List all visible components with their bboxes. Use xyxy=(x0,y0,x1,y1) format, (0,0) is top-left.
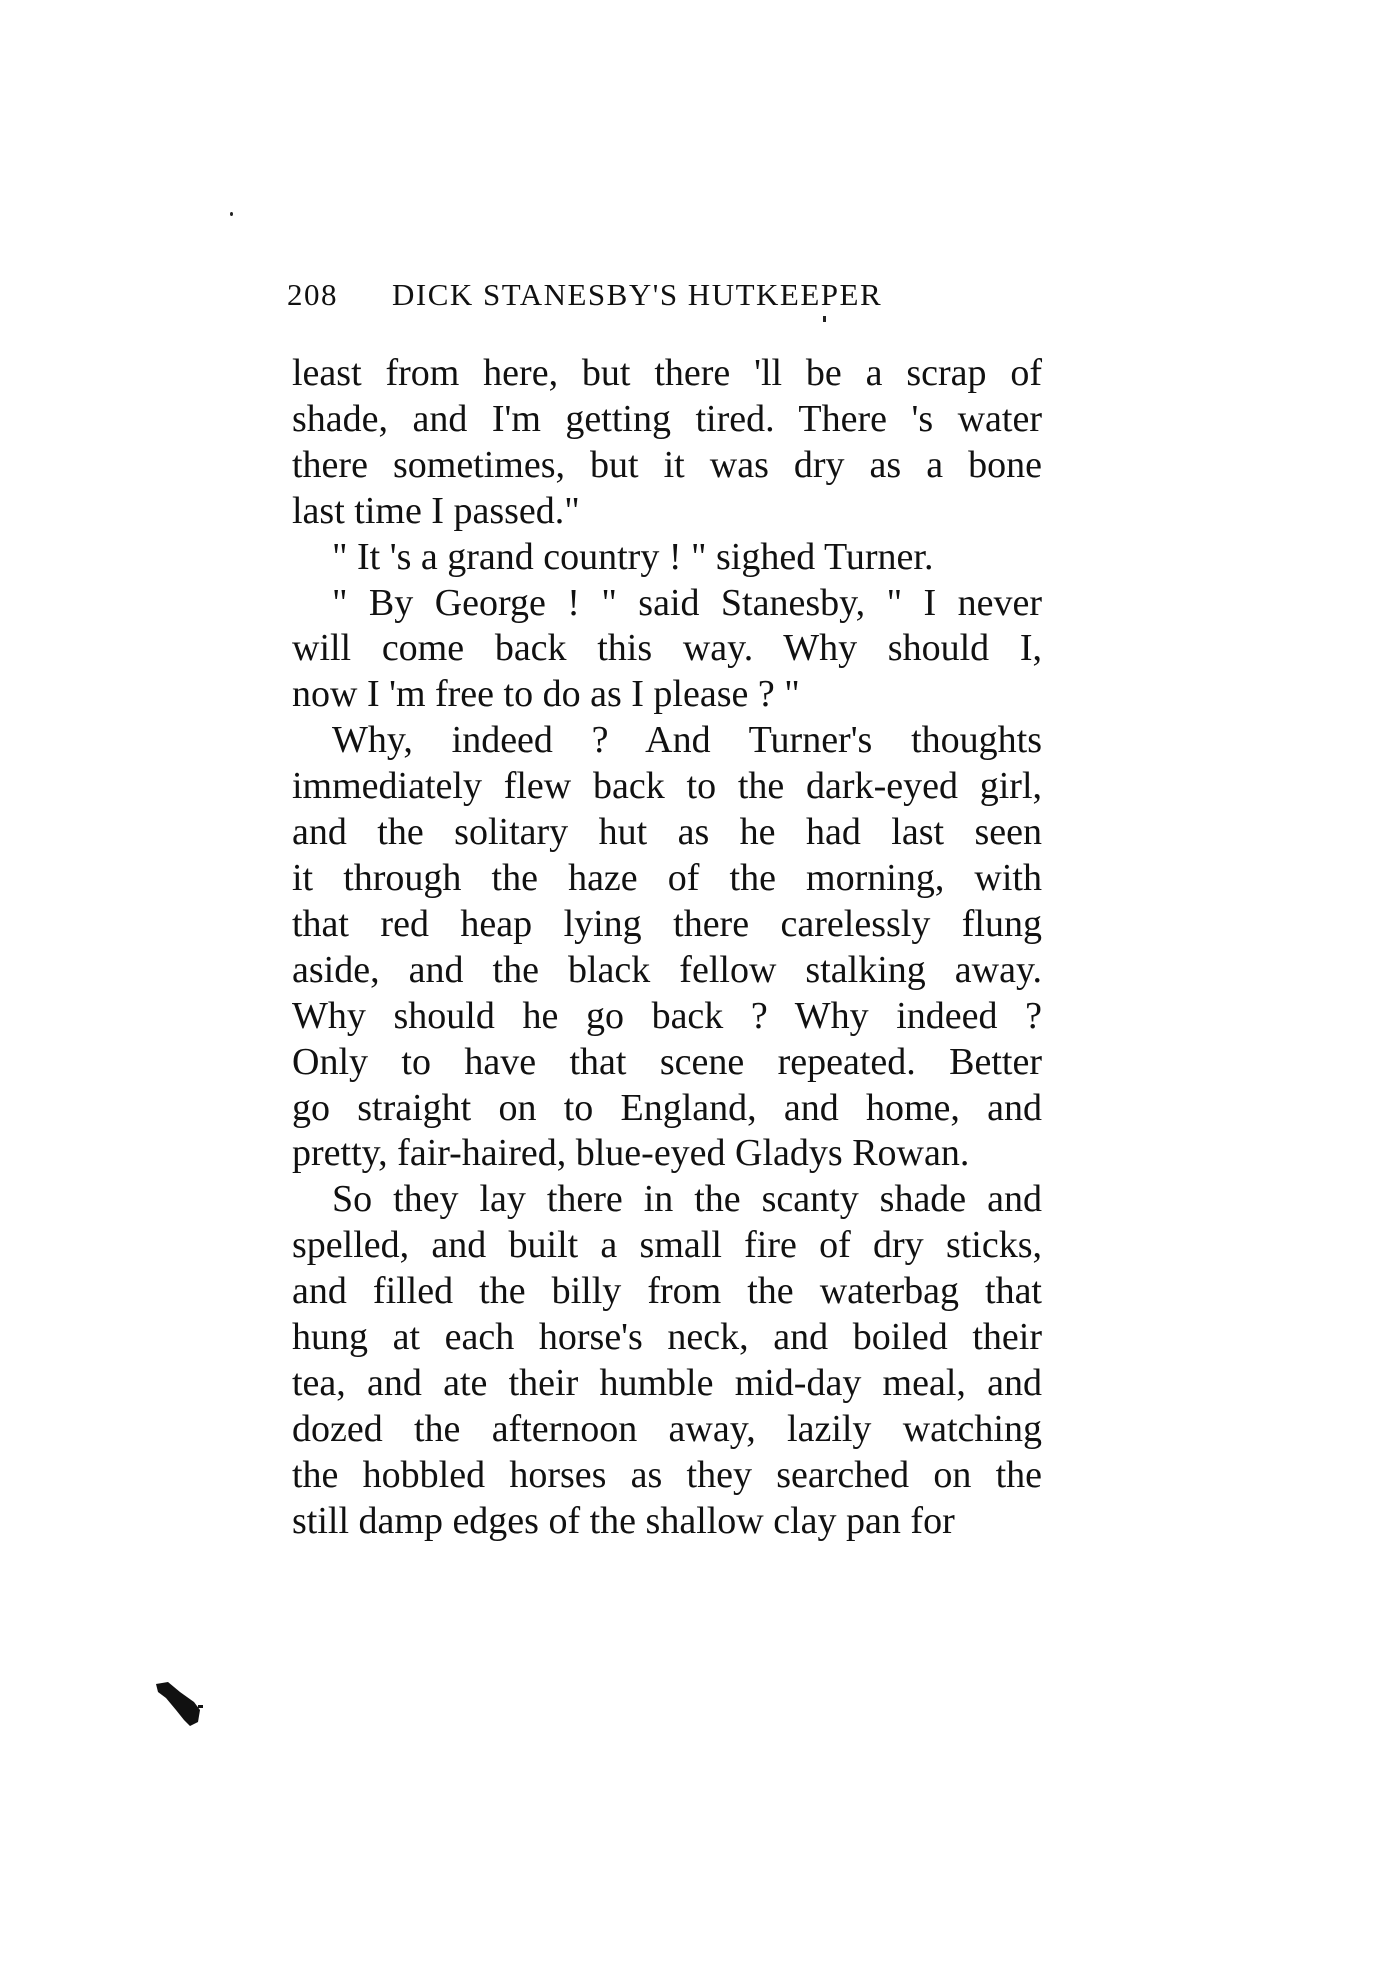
ink-speck xyxy=(230,212,233,216)
text-line: it through the haze of the morning, with xyxy=(292,856,1042,899)
page-header xyxy=(287,277,1037,317)
ink-speck xyxy=(823,316,826,322)
text-line: Only to have that scene repeated. Better xyxy=(292,1040,1042,1083)
paragraph xyxy=(292,351,1042,535)
text-line: aside, and the black fellow stalking away. xyxy=(292,948,1042,991)
paragraph xyxy=(292,581,1042,719)
text-line: still damp edges of the shallow clay pan for xyxy=(292,1499,955,1542)
text-line: least from here, but there 'll be a scrap of xyxy=(292,352,1042,394)
text-line: spelled, and built a small fire of dry sticks, xyxy=(292,1224,1042,1267)
text-line: pretty, fair-haired, blue-eyed Gladys Rowan. xyxy=(292,1132,970,1175)
text-line: the hobbled horses as they searched on the xyxy=(292,1453,1042,1496)
text-line: that red heap lying there carelessly flung xyxy=(292,902,1042,945)
paragraph xyxy=(292,718,1042,1177)
page-number: 208 xyxy=(287,277,338,312)
corner-ink-mark xyxy=(154,1680,204,1730)
text-line: So they lay there in the scanty shade and xyxy=(332,1178,1042,1221)
text-line: now I 'm free to do as I please ? " xyxy=(292,673,800,716)
text-line: " It 's a grand country ! " sighed Turner. xyxy=(332,535,934,578)
text-line: dozed the afternoon away, lazily watching xyxy=(292,1407,1042,1450)
text-line: hung at each horse's neck, and boiled their xyxy=(292,1316,1042,1359)
text-line: shade, and I'm getting tired. There 's water xyxy=(292,397,1042,440)
text-line: tea, and ate their humble mid-day meal, and xyxy=(292,1361,1042,1404)
text-line: Why should he go back ? Why indeed ? xyxy=(292,994,1042,1037)
text-line: go straight on to England, and home, and xyxy=(292,1086,1042,1129)
paragraph xyxy=(292,1177,1042,1544)
text-line: there sometimes, but it was dry as a bone xyxy=(292,443,1042,486)
text-line: " By George ! " said Stanesby, " I never xyxy=(332,581,1042,624)
body-text xyxy=(292,351,1042,1545)
paragraph xyxy=(292,535,1042,581)
text-line: last time I passed." xyxy=(292,489,580,532)
text-line: and the solitary hut as he had last seen xyxy=(292,811,1042,854)
text-line: Why, indeed ? And Turner's thoughts xyxy=(332,719,1042,762)
text-line: immediately flew back to the dark-eyed girl, xyxy=(292,765,1042,808)
text-line: will come back this way. Why should I, xyxy=(292,627,1042,670)
running-head: DICK STANESBY'S HUTKEEPER xyxy=(392,277,883,312)
text-line: and filled the billy from the waterbag that xyxy=(292,1270,1042,1313)
